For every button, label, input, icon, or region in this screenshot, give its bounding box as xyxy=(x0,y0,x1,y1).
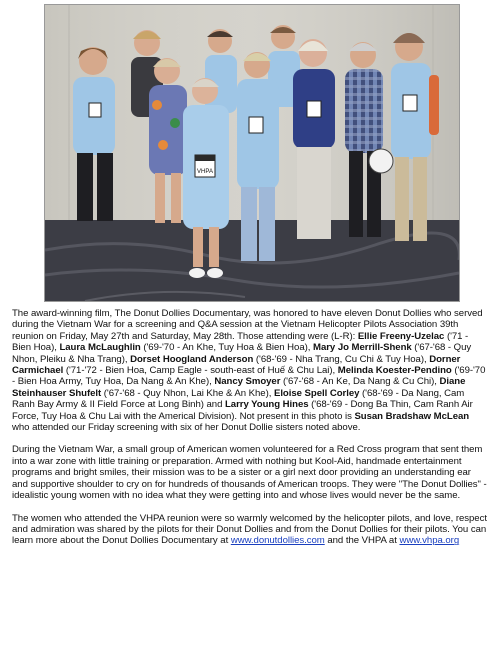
links-text-1: The women who attended the VHPA reunion were so warmly welcomed by the helicopter pilots, and love, respect and admiration was shared by the pilots for their Donut Dollies and from the Donut Dollies for their pilots. You can learn more about the Donut Dollies Documentary at xyxy=(12,512,487,547)
attendee-detail: ('69-'70 - Bien Hoa Army, Tuy Hoa, Da Nang & An Khe), xyxy=(12,365,486,388)
paragraph-links xyxy=(12,513,488,547)
absent-detail: who attended our Friday screening with six of her Donut Dollie sisters noted above. xyxy=(12,422,361,434)
absent-name: Susan Bradshaw McLean xyxy=(354,410,470,422)
group-photo-image xyxy=(45,5,459,301)
group-photo xyxy=(44,4,460,302)
absent-intro: Not present in this photo is xyxy=(239,410,355,422)
attendee-name: Larry Young Hines xyxy=(224,399,309,411)
intro-text: The award-winning film, The Donut Dollies Documentary, was honored to have eleven Donut Dollies who served during the Vietnam War for a screening and Q&A session at the Vietnam Helicopter Pilots Association 39th reunion on Friday, May 27th and Saturday, May 28th. Those attending were (L-R): xyxy=(12,308,483,342)
attendee-detail: ('67-'68 - An Ke, Da Nang & Cu Chi), xyxy=(280,376,440,388)
attendee-detail: ('68-'69 - Da Nang, Cam Ranh Bay Army & II Field Force at Long Binh) and xyxy=(12,387,465,411)
attendee-name: Diane Steinhauser Shufelt xyxy=(12,376,466,399)
attendee-name: Mary Jo Merrill-Shenk xyxy=(313,342,412,354)
attendee-detail: ('67-'68 - Quy Nhon, Pleiku & Nha Trang), xyxy=(12,342,472,365)
attendee-name: Laura McLaughlin xyxy=(59,342,141,354)
article-text xyxy=(12,308,488,558)
attendee-name: Nancy Smoyer xyxy=(214,376,281,388)
paragraph-attendees xyxy=(12,308,488,433)
attendee-detail: ('68-'69 - Nha Trang, Cu Chi & Tuy Hoa), xyxy=(253,353,430,365)
attendee-detail: ('71-'72 - Bien Hoa, Camp Eagle - south-east of Huế & Chu Lai), xyxy=(63,365,338,377)
attendee-detail: ('67-'68 - Quy Nhon, Lai Khe & An Khe), xyxy=(101,387,274,399)
attendee-detail: ('68-'69 - Dong Ba Thin, Cam Ranh Air Force, Tuy Hoa & Chu Lai with the Americal Division). xyxy=(12,399,473,422)
attendee-name: Dorset Hoogland Anderson xyxy=(130,353,254,365)
vhpa-link[interactable]: www.vhpa.org xyxy=(399,535,460,547)
attendee-detail: ('69-'70 - An Khe, Tuy Hoa & Bien Hoa), xyxy=(140,342,314,354)
attendee-name: Ellie Freeny-Uzelac xyxy=(357,330,445,342)
attendee-detail: ('71 - Bien Hoa), xyxy=(12,330,469,354)
links-text-2: and the VHPA at xyxy=(324,535,400,547)
paragraph-history: During the Vietnam War, a small group of American women volunteered for a Red Cross program that sent them into a war zone with little training or preparation. Armed with nothing but Kool-Aid, handmade entertainment programs and bright smiles, their mission was to be a sister or a girl next door providing an understanding ear and supportive shoulder to cry on for hundreds of thousands of American troops. They were "The Donut Dollies" - idealistic young women with no idea what they were getting into and whose lives would never be the same. xyxy=(12,444,487,502)
donutdollies-link[interactable]: www.donutdollies.com xyxy=(230,535,325,547)
attendee-name: Eloise Spell Corley xyxy=(273,387,360,399)
attendee-name: Dorner Carmichael xyxy=(12,353,461,377)
attendee-name: Melinda Koester-Pendino xyxy=(337,365,452,377)
vhpa-badge-text: VHPA xyxy=(197,169,213,175)
